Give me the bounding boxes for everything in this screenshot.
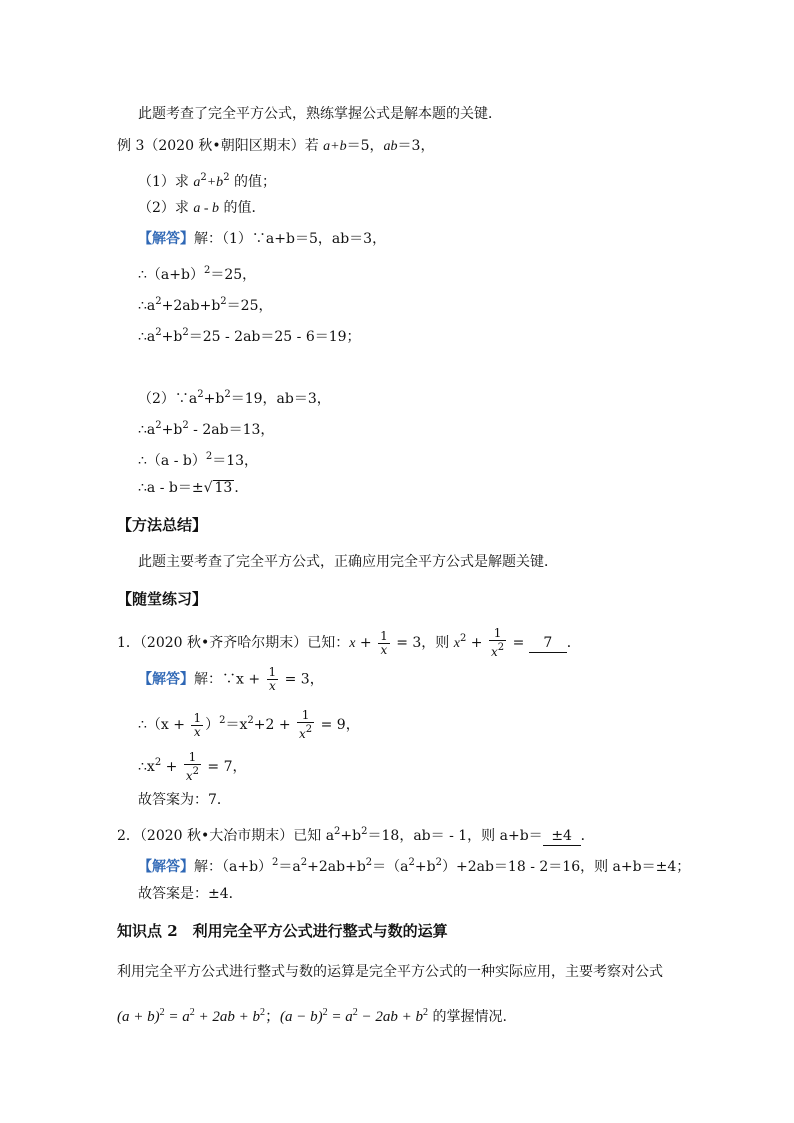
- answer-blank: 7: [529, 634, 567, 653]
- example-3-answer-start: 【解答】解：（1）∵a+b＝5，ab＝3，: [138, 231, 387, 247]
- answer-tag: 【解答】: [138, 859, 194, 875]
- example-3-part-2-start: $(2)\because a^2+b^2=19$，ab＝3，: [138, 389, 331, 407]
- example-3-step-3: $\therefore a^2+b^2=25 - 2ab=25 - 6=19$；: [138, 327, 361, 345]
- example-3-part-2-step-2: ∴（a - b）$^2$＝13，: [138, 451, 259, 469]
- example-3-question-2: （2）求 a - b 的值．: [138, 200, 266, 216]
- knowledge-point-2-heading: 知识点 2 利用完全平方公式进行整式与数的运算: [117, 922, 448, 940]
- answer-blank: ±4: [543, 827, 581, 846]
- practice-answer-1-final: 故答案为：7．: [138, 792, 231, 808]
- example-3-part-2-step-1: $\therefore a^2+b^2 - 2ab=13$，: [138, 420, 275, 438]
- answer-tag: 【解答】: [138, 231, 194, 247]
- example-3-statement: 例 3（2020 秋•朝阳区期末）若 a+b＝5，ab＝3，: [117, 138, 435, 154]
- practice-question-1: 1．（2020 秋•齐齐哈尔期末）已知：x + $\frac{1}{x}$ = 3，则 $x^2$ + $\frac{1}{x^2}$ = 7 ．: [117, 626, 581, 659]
- answer-tag: 【解答】: [138, 671, 194, 688]
- knowledge-point-2-text: 利用完全平方公式进行整式与数的运算是完全平方公式的一种实际应用，主要考察对公式: [117, 964, 663, 980]
- knowledge-point-2-formulas: $(a + b)^2 = a^2 + 2ab + b^2$；$(a - b)^2 = a^2 - 2ab + b^2$ 的掌握情况.: [117, 1007, 507, 1025]
- example-3-step-2: $\therefore a^2+2ab+b^2=25$，: [138, 296, 273, 314]
- method-summary-heading: 【方法总结】: [117, 516, 208, 534]
- method-summary-text: 此题主要考查了完全平方公式，正确应用完全平方公式是解题关键．: [138, 554, 558, 570]
- practice-question-2: 2．（2020 秋•大冶市期末）已知 $a^2+b^2=18$，ab＝ - 1，则 a+b＝ ±4 ．: [117, 826, 595, 844]
- sqrt-symbol: √: [203, 480, 213, 496]
- practice-heading: 【随堂练习】: [117, 590, 208, 608]
- example-3-question-1: （1）求 $a^2+b^2$ 的值；: [138, 172, 277, 190]
- practice-answer-1-line-3: $\therefore x^2$ + $\frac{1}{x^2}$ = 7，: [138, 750, 247, 783]
- practice-answer-2-final: 故答案是：±4．: [138, 886, 243, 902]
- practice-answer-1-line-1: 【解答】解：∵x + $\frac{1}{x}$ = 3，: [138, 665, 324, 693]
- example-3-step-1: $\therefore(a+b)^2=25$，: [138, 265, 257, 283]
- example-3-part-2-result: ∴a - b＝±√ 13 ．: [138, 480, 249, 496]
- practice-answer-2: 【解答】解：$(a+b)^2=a^2+2ab+b^2=(a^2+b^2)+2ab=18 - 2=16$，则 a+b＝±4；: [138, 857, 691, 875]
- intro-sentence: 此题考查了完全平方公式，熟练掌握公式是解本题的关键．: [138, 106, 502, 122]
- practice-answer-1-line-2: ∴（x + $\frac{1}{x}$ ）$^2=x^2+2$ + $\frac{1}{x^2}$ = 9，: [138, 708, 360, 741]
